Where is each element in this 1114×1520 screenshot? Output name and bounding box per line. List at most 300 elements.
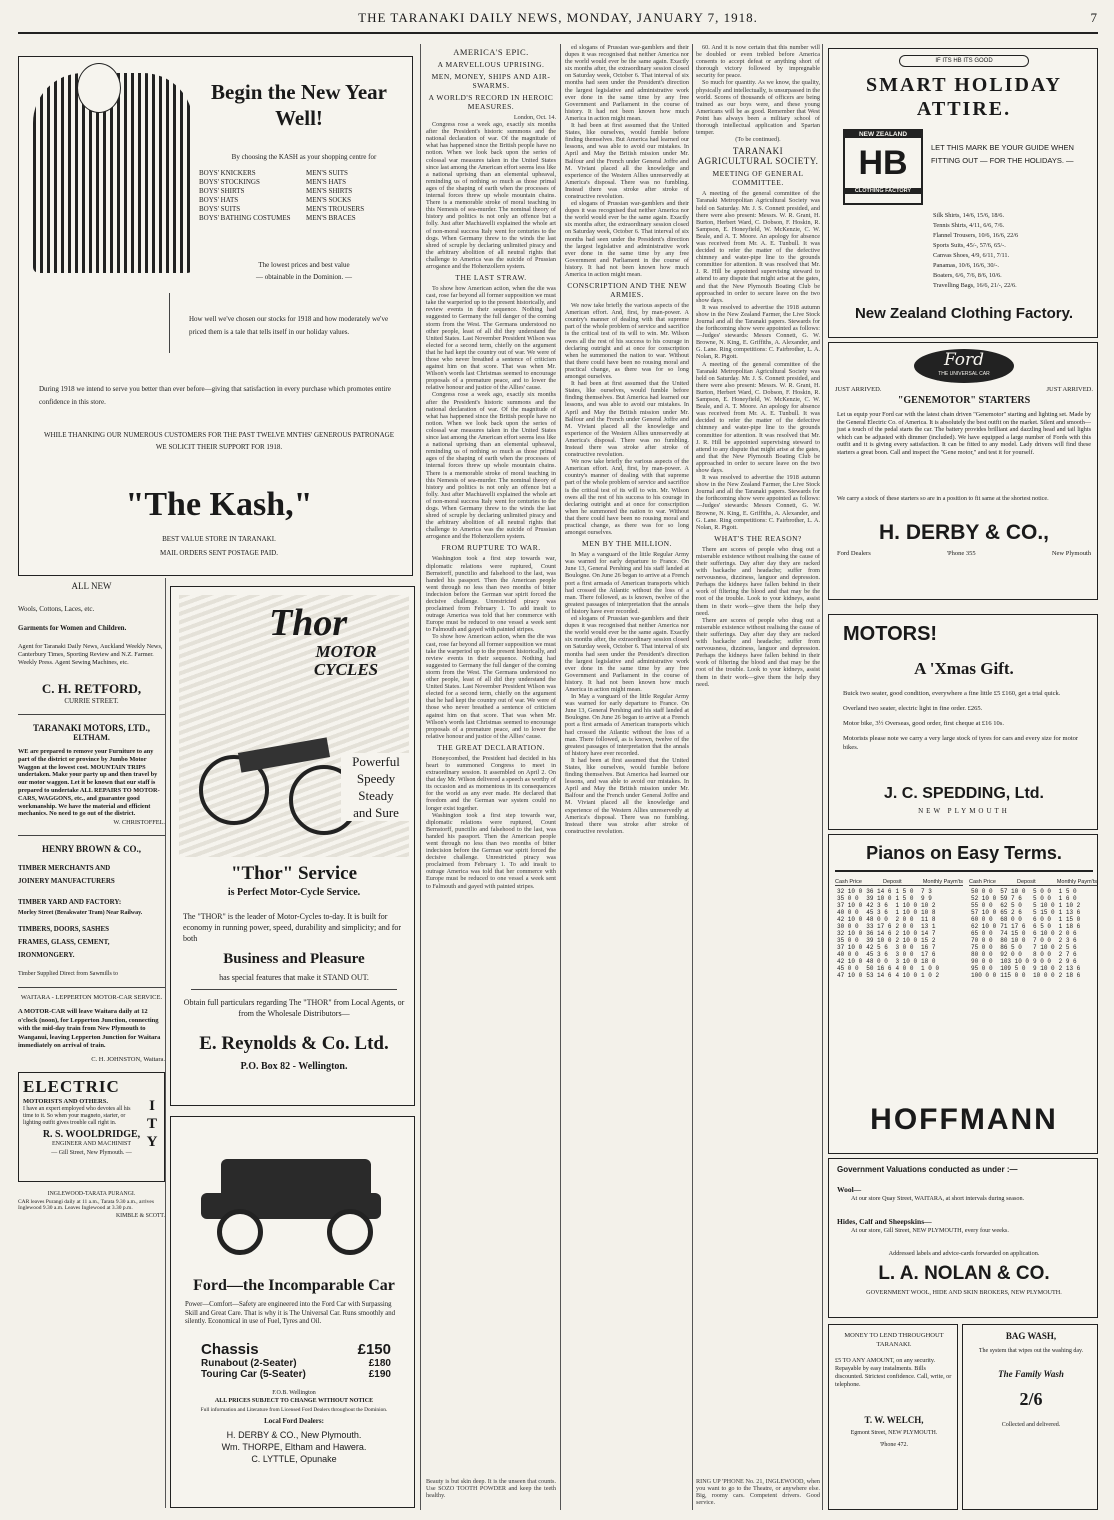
kash-tagline: BEST VALUE STORE IN TARANAKI. (162, 535, 276, 543)
paragraph-text: To show how American action, when the die was cast, rose far beyond all former supposition we must take the warperiod up to the present historically, and review events in their sequence. Nothing had suggested to Germany the full danger of the coming storm from the West. The Germans understood no other people, least of all did they understand the United States. Last November President Wilson was elected for a second term, chiefly on the argument that he had kept the country out of war. We were of those who never breathed a sentence of criticism against him on that score. That was when Mr. Wilson's words last Christmas seemed to encourage proposals of a premature peace, and to lower the relative honour and justice of the Allies' cause. (426, 285, 556, 392)
brown-name: HENRY BROWN & CO., (41, 844, 142, 855)
table-cell: 42 10 0 (837, 958, 863, 965)
table-cell: 62 10 0 (971, 923, 997, 930)
brown-lines (18, 862, 165, 981)
genemotor-center: "GENEMOTOR" STARTERS (897, 395, 1031, 406)
article-paragraph (696, 474, 820, 531)
paragraph-text: A meeting of the general committee of the Taranaki Metropolitan Agricultural Society was held on Saturday. Mr. J. S. Connett presided, and there were also present: Messrs. W. R. Grant, H. Burton, Herbert Ward, C. Dobson, F. Hoskin, R. Sampson, E. Honeyfield, W. McKenzie, C. W. Beale, and A. T. Moore. An apology for absence was received from Mr. A. E. Tunbull. It was decided to refer the matter of the defective chimney and water-pipe line to the grounds committee for attention. It was resolved that Mr. J. R. Hill be appointed supervising steward to attend to any dispute that might arise at the gates, and that the New Plymouth Boating Club be approached in order to secure leave on the two show days. (696, 360, 820, 474)
article-subhead: CONSCRIPTION AND THE NEW ARMIES. (567, 281, 687, 300)
table-row (969, 923, 1082, 930)
table-cell: 3 0 0 (895, 951, 914, 958)
product-item: MEN'S SUITS (306, 169, 348, 177)
table-cell: 74 15 0 (1000, 930, 1026, 937)
hb-headline: SMART HOLIDAY ATTIRE. (866, 74, 1062, 120)
nolan-headline: Government Valuations conducted as under :— (837, 1165, 1018, 1174)
table-cell: 6 10 0 (1033, 930, 1055, 937)
genemotor-body: Let us equip your Ford car with the latest chain driven "Genemotor" starting and lighting set. Made by the General Electric Co. of America. It is absolutely the best outfit on the market. Silent and smooth—just a touch of the pedal starts the car. The battery provides brilliant and dazzling head and tail lights which can be adjusted with dimmer (included). We have equipped a large number of Fords with this outfit and it is giving every satisfaction. It can be fitted to any model. Lady drivers will find these starters a great boon. Call and inspect the "Gene motor," and test it for yourself. (837, 411, 1091, 456)
kash-intro: By choosing the KASH as your shopping centre for (231, 153, 377, 161)
hb-item: Canvas Shoes, 4/9, 6/11, 7/11. (933, 252, 1010, 259)
pianos-col-heads (969, 879, 1097, 886)
table-cell: 7 10 0 (1033, 944, 1055, 951)
table-cell: 39 10 0 (866, 937, 892, 944)
table-cell: 80 0 0 (971, 951, 993, 958)
table-row (835, 916, 941, 923)
electric-trade: ENGINEER AND MACHINIST (52, 1140, 131, 1147)
table-cell: 9 0 0 (1033, 958, 1052, 965)
waitara-body: A MOTOR-CAR will leave Waitara daily at 12 o'clock (noon), for Lepperton Junction, connecting with the mid-day train from New Plymouth to Wanganui, leaving Lepperton Junction for Waitara immediately on arrival of train. (18, 1008, 161, 1050)
nolan-hides: Hides, Calf and Sheepskins— (837, 1217, 932, 1226)
product-item: MEN'S SOCKS (306, 196, 352, 204)
thor-side-word: Speedy (356, 771, 396, 786)
thor-side-word: Powerful (352, 754, 400, 769)
table-cell: 2 10 0 (895, 937, 918, 944)
pianos-headline: Pianos on Easy Terms. (835, 843, 1093, 872)
motors-items (843, 689, 1087, 752)
kash-ad (18, 56, 413, 576)
table-cell: 62 5 0 (1000, 902, 1022, 909)
hb-logo-top: NEW ZEALAND (845, 131, 921, 138)
article-subhead: A MARVELLOUS UPRISING. (437, 60, 545, 69)
genemotor-left: JUST ARRIVED. (835, 386, 882, 393)
hb-logo-bot: CLOTHING FACTORY (845, 188, 921, 194)
article-paragraph (565, 44, 689, 122)
ford-dealers-head: Local Ford Dealers: (264, 1417, 324, 1425)
table-cell: 1 5 0 (1058, 888, 1077, 895)
model-name: Touring Car (5-Seater) (201, 1369, 306, 1380)
product-item: MEN'S HATS (306, 178, 346, 186)
article-subhead: THE LAST STRAW. (455, 273, 527, 283)
table-cell: 90 0 0 (971, 958, 993, 965)
paragraph-text: It was resolved to advertise the 1918 autumn show in the New Zealand Farmer, the Live Stock Journal and all the Taranaki papers. Stewards for the forthcoming show were appointed as follows:—Judges' stewards: Messrs Connett, G. W. Browne, N. King, E. Griffiths, A. Alexander, and G. Lane. Ring competitions: C. Fairbrother, L. A. Nolan, R. Pigott. (696, 303, 820, 361)
retford-item: Wools, Cottons, Laces, etc. (18, 605, 95, 613)
nolan-hides-body: At our store, Gill Street, NEW PLYMOUTH, every four weeks. (851, 1227, 1009, 1234)
paragraph-text: It was resolved to advertise the 1918 autumn show in the New Zealand Farmer, the Live Stock Journal and all the Taranaki papers. Stewards for the forthcoming show were appointed as follows:—Judges' stewards: Messrs Connett, G. W. Browne, N. King, E. Griffiths, A. Alexander, and G. Lane. Ring competitions: C. Fairbrother, L. A. Nolan, R. Pigott. (696, 474, 820, 531)
bagwash-price: 2/6 (1019, 1389, 1043, 1409)
ford-price-row (201, 1341, 391, 1358)
ford-headline: Ford—the Incomparable Car (193, 1277, 395, 1294)
product-item: BOYS' SUITS (199, 205, 241, 213)
kash-prices: The lowest prices and best value (258, 261, 350, 269)
divider (18, 835, 165, 836)
table-row (835, 888, 941, 895)
thor-logo: Thor (269, 602, 348, 644)
table-cell: 92 0 0 (1000, 951, 1022, 958)
table-cell: 3 10 0 (895, 958, 918, 965)
table-cell: 1 15 0 (1058, 916, 1081, 923)
table-cell: 42 3 6 (866, 902, 888, 909)
table-cell: 32 10 0 (837, 930, 863, 937)
continued-note: (To be continued). (735, 136, 781, 144)
brown-line: FRAMES, GLASS, CEMENT, (18, 938, 110, 947)
divider (191, 989, 397, 990)
table-cell: 40 0 0 (837, 951, 859, 958)
hb-item: Flannel Trousers, 10/6, 16/6, 22/6 (933, 232, 1019, 239)
dealer-label: Ford Dealers (837, 550, 871, 557)
paragraph-text: ed slogans of Prussian war-gamblers and their dupes it was recognised that neither America nor the world would ever be the same again. Exactly six months after, the extraordinary session closed on Saturday week, October 6. That interval of six months had seen under the President's direction the largest legislative and administrative work ever done in the same time by any free Government and Parliament in the course of history. It had not been known how much America in action might mean. (565, 615, 689, 693)
table-row (969, 951, 1082, 958)
model-price: £180 (368, 1358, 391, 1369)
col-head: Cash Price (969, 879, 996, 885)
table-cell: 5 15 0 (1033, 909, 1055, 916)
tarata-sign: KIMBLE & SCOTT. (115, 1212, 165, 1219)
article-subhead: FROM RUPTURE TO WAR. (441, 543, 541, 553)
kash-product-list (199, 169, 399, 223)
kash-headline: Begin the New Year Well! (211, 80, 387, 130)
paragraph-text: There are scores of people who drag out a miserable existence without realising the cause of their sufferings. Day after day they are racked with backache and headache; suffer from nervousness, dizziness, languor and depression. Perhaps the kidneys have fallen behind in their work of filtering the blood and that may be the root of the trouble. Look to your kidneys, assist them in their work—give them the help they need. (696, 616, 820, 688)
divider (169, 293, 170, 353)
model-name: Chassis (201, 1341, 259, 1358)
bottom-note: Beauty is but skin deep. It is the unseen that counts. Use SOZO TOOTH POWDER and keep the teeth healthy. (426, 1478, 556, 1500)
motors-town: ELTHAM. (73, 733, 110, 742)
motors-dealer: J. C. SPEDDING, Ltd. (883, 785, 1044, 802)
kash-obtainable: — obtainable in the Dominion. — (255, 273, 353, 281)
thor-ad (170, 586, 415, 1106)
product-item: MEN'S TROUSERS (306, 205, 365, 213)
article-paragraph (426, 391, 556, 540)
bagwash-note: Collected and delivered. (1001, 1422, 1061, 1428)
paragraph-text: Washington took a first step towards war, diplomatic relations were ruptured, Count Bernstorff, punctilio and falsehood to the last, was handed his passport. Then the American people went through no less than two months of bitter indecision before the German war spirit forced the decisive challenge. Unrestricted piracy was proclaimed from February 1. To add insult to outrage America was told that her commerce with Europe must be reduced to one vessel a week sent to Falmouth and gayed with painted stripes. (426, 555, 556, 634)
table-cell: 39 10 0 (866, 895, 892, 902)
table-cell: 75 0 0 (971, 944, 993, 951)
paragraph-text: It had been at first assumed that the United States, like ourselves, would fumble before finding themselves. But America had learned our lessons, and was able to avoid our mistakes. In April and May the British mission under Mr. Balfour and the French under General Joffre and M. Viviani placed all the knowledge and experience of the Western Allies unreservedly at America's disposal. There was no fumbling. Instead there was stroke after stroke of constructive revolution. (565, 380, 689, 459)
masthead-title: THE TARANAKI DAILY NEWS, MONDAY, JANUARY 7, 1918. (358, 10, 758, 25)
ford-logo-sub: THE UNIVERSAL CAR (938, 371, 990, 377)
table-cell: 37 10 0 (837, 902, 863, 909)
retford-street: CURRIE STREET. (64, 697, 119, 705)
nolan-labels: Addressed labels and advice-cards forwarded on application. (888, 1250, 1040, 1257)
table-cell: 3 0 0 (895, 944, 914, 951)
hb-item: Tennis Shirts, 4/11, 6/6, 7/6. (933, 222, 1005, 229)
table-cell: 18 0 (921, 958, 936, 965)
man-head-illustration (77, 63, 121, 113)
table-row (969, 958, 1082, 965)
bagwash-ad (962, 1324, 1098, 1510)
welch-phone: 'Phone 472. (879, 1442, 909, 1448)
kash-brand: "The Kash," (125, 486, 313, 523)
table-cell: 32 10 0 (837, 888, 863, 895)
product-item: BOYS' BATHING COSTUMES (199, 214, 291, 222)
retford-item: Agent for Taranaki Daily News, Auckland Weekly News, Canterbury Times, Sporting Review and N.Z. Farmer. Weekly Press. Agent Sewing Machines, etc. (18, 643, 163, 666)
paragraph-text: We now take briefly the various aspects of the American effort. And, first, by man-power. A country's manner of dealing with that supreme part of the whole problem of service and sacrifice is the critical test of its will to win. Mr. Wilson owes all the rest of his success to his courage in declaring outright and at once for conscription when he summoned the nation to war. Without that there could have been no rousing moral and practical change, as there was for so long amongst ourselves. (565, 458, 689, 537)
col-head: Cash Price (835, 879, 862, 885)
article-column-1 (426, 44, 556, 1474)
table-row (969, 944, 1082, 951)
table-row (835, 902, 941, 909)
article-paragraph (565, 615, 689, 693)
table-cell: 1 10 0 (895, 902, 918, 909)
column-rule (420, 44, 423, 1510)
nolan-trade: GOVERNMENT WOOL, HIDE AND SKIN BROKERS, NEW PLYMOUTH. (866, 1289, 1062, 1296)
model-name: Runabout (2-Seater) (201, 1358, 297, 1369)
table-cell: 115 0 0 (1000, 972, 1026, 979)
table-cell: 53 14 6 (866, 972, 892, 979)
article-paragraph (565, 757, 689, 835)
paragraph-text: It had been at first assumed that the United States, like ourselves, would fumble before finding themselves. But America had learned our lessons, and was able to avoid our mistakes. In April and May the British mission under Mr. Balfour and the French under General Joffre and M. Viviani placed all the knowledge and experience of the Western Allies unreservedly at America's disposal. There was no fumbling. Instead there was stroke after stroke of constructive revolution. (565, 756, 689, 835)
article-paragraph (696, 79, 820, 136)
table-cell: 11 8 (921, 916, 936, 923)
table-row (969, 930, 1082, 937)
table-cell: 80 10 0 (1000, 937, 1026, 944)
thor-body: The "THOR" is the leader of Motor-Cycles to-day. It is built for economy in running power, speed, durability and simplicity; and for both (183, 912, 402, 943)
table-cell: 13 1 (921, 923, 936, 930)
table-row (835, 930, 941, 937)
table-cell: 7 0 0 (1033, 937, 1052, 944)
table-cell: 42 10 0 (837, 916, 863, 923)
thor-service-sub: is Perfect Motor-Cycle Service. (227, 887, 361, 898)
paragraph-text: There are scores of people who drag out a miserable existence without realising the cause of their sufferings. Day after day they are racked with backache and headache; suffer from nervousness, dizziness, languor and depression. Perhaps the kidneys have fallen behind in their work of filtering the blood and that may be the root of the trouble. Look to your kidneys, assist them in their work—give them the help they need. (696, 545, 820, 617)
product-item: BOYS' SHIRTS (199, 187, 245, 195)
thor-side-word: and Sure (353, 805, 399, 820)
dealer-item: C. LYTTLE, Opunake (251, 1454, 337, 1464)
table-row (835, 909, 941, 916)
table-cell: 55 0 0 (971, 902, 993, 909)
table-row (969, 895, 1082, 902)
article-paragraph (696, 304, 820, 361)
table-cell: 14 7 (921, 930, 936, 937)
table-cell: 45 0 0 (837, 965, 859, 972)
kash-mail: MAIL ORDERS SENT POSTAGE PAID. (159, 549, 278, 557)
article-paragraph (696, 361, 820, 475)
table-cell: 10 8 (921, 909, 936, 916)
thor-box: P.O. Box 82 - Wellington. (240, 1061, 348, 1072)
article-paragraph (426, 812, 556, 890)
paragraph-text: Congress rose a week ago, exactly six months after the President's historic summons and the national declaration of war. Of the magnitude of what has happened since the British people have no notion. When we look back upon the series of colossal war measures taken in the United States since last among the American effort seems less like a national uprising than an elemental upheaval, reminding us of nothing so much as those primal ages of the shaping of earth when the processes of internal forces threw up whole mountain chains. There is a memorable stroke of moral teaching in this Nemesis of sea-murder. The nominal theory of history and politics is not only an offence but a folly. Just after Machiavelli explained the whole art of non-moral success Italy went for centuries to the dogs. When Germany threw to the winds the last shred of scruple by declaring unlimited piracy and the arbitrary abolition of all neutral rights that challenge to America was the suicide of Prussian arrogance and the Hohenzollern system. (426, 121, 556, 270)
article-paragraph (426, 285, 556, 391)
article-paragraph (696, 190, 820, 304)
ford-info: Full information and Literature from Licensed Ford Dealers throughout the Dominion. (200, 1407, 388, 1413)
hb-item: Silk Shirts, 14/6, 15/6, 18/6. (933, 212, 1005, 219)
bottom-note: RING UP 'PHONE No. 21, INGLEWOOD, when you want to go to the Theatre, or anywhere else. Big, roomy cars. Competent drivers. Good service. (696, 1478, 820, 1507)
table-row (969, 888, 1082, 895)
table-cell: 103 10 0 (1000, 958, 1030, 965)
genemotor-stock: We carry a stock of these starters so are in a position to fit same at the shortest notice. (837, 495, 1049, 502)
society-title: TARANAKI AGRICULTURAL SOCIETY. (697, 146, 819, 167)
article-dateline: London, Oct. 14. (513, 114, 556, 121)
motors-item: Motorists please note we carry a very large stock of tyres for cars and every size for motor bikes. (843, 735, 1079, 751)
table-cell: 2 7 6 (1058, 951, 1077, 958)
article-column-3 (696, 44, 820, 1510)
hb-logo-mid: HB (858, 144, 908, 182)
col-head: Monthly Paym'ts (922, 879, 963, 885)
article-column-2 (565, 44, 689, 1510)
table-cell: 65 2 6 (1000, 909, 1022, 916)
paragraph-text: We now take briefly the various aspects of the American effort. And, first, by man-power. A country's manner of dealing with that supreme part of the whole problem of service and sacrifice is the critical test of its will to win. Mr. Wilson owes all the rest of his success to his courage in declaring outright and at once for conscription when he summoned the nation to war. Without that there could have been no rousing moral and practical change, as there was for so long amongst ourselves. (565, 302, 689, 381)
table-cell: 37 10 0 (837, 944, 863, 951)
table-cell: 2 0 0 (895, 916, 914, 923)
paragraph-text: Congress rose a week ago, exactly six months after the President's historic summons and the national declaration of war. Of the magnitude of what has happened since the British people have no notion. When we look back upon the series of colossal war measures taken in the United States since last among the American effort seems less like a national uprising than an elemental upheaval, reminding us of nothing so much as those primal ages of the shaping of earth when the processes of internal forces threw up whole mountain chains. There is a memorable stroke of moral teaching in this Nemesis of sea-murder. The nominal theory of history and politics is not only an offence but a folly. Just after Machiavelli explained the whole art of non-moral success Italy went for centuries to the dogs. When Germany threw to the winds the last shred of scruple by declaring unlimited piracy and the arbitrary abolition of all neutral rights that challenge to America was the suicide of Prussian arrogance and the Hohenzollern system. (426, 391, 556, 541)
paragraph-text: ed slogans of Prussian war-gamblers and their dupes it was recognised that neither America nor the world would ever be the same again. Exactly six months after, the extraordinary session closed on Saturday week, October 6. That interval of six months had seen under the President's direction the largest legislative and administrative work ever done in the same time by any free Government and Parliament in the course of history. It had not been known how much America in action might mean. (565, 44, 689, 122)
nolan-wool-body: At our store Quay Street, WAITARA, at short intervals during season. (851, 1195, 1025, 1202)
table-cell: 30 0 0 (837, 923, 859, 930)
pianos-maker: HOFFMANN (870, 1103, 1058, 1136)
welch-ad (828, 1324, 958, 1510)
table-cell: 68 0 0 (1000, 916, 1022, 923)
table-cell: 1 0 0 (921, 965, 940, 972)
table-cell: 48 0 0 (866, 916, 888, 923)
motors-name: TARANAKI MOTORS, LTD., (32, 723, 151, 733)
masthead (18, 10, 1098, 34)
table-row (835, 972, 941, 979)
pianos-table-right (969, 879, 1097, 979)
article-paragraph (696, 44, 820, 79)
table-cell: 50 16 6 (866, 965, 892, 972)
table-cell: 36 14 6 (866, 930, 892, 937)
column-rule (560, 44, 563, 1510)
table-cell: 71 17 6 (1000, 923, 1026, 930)
nolan-ad (828, 1158, 1098, 1318)
hb-item: Travelling Bags, 16/6, 21/-, 22/6. (933, 282, 1017, 289)
table-cell: 7 3 (921, 888, 932, 895)
table-cell: 2 5 6 (1058, 944, 1077, 951)
article-paragraph (426, 755, 556, 812)
table-cell: 1 5 0 (895, 895, 914, 902)
article-paragraph (696, 546, 820, 617)
article-paragraph (426, 121, 556, 270)
motors-item: Buick two seater, good condition, everywhere a fine little £5 £160, get a trial quick. (843, 690, 1061, 697)
table-cell: 5 0 0 (1033, 895, 1052, 902)
ford-price-row (201, 1358, 391, 1369)
table-cell: 5 10 0 (1033, 902, 1055, 909)
product-item: MEN'S SHIRTS (306, 187, 353, 195)
article-paragraph (565, 458, 689, 536)
product-item: BOYS' STOCKINGS (199, 178, 260, 186)
table-cell: 70 0 0 (971, 937, 993, 944)
welch-name: T. W. WELCH, (864, 1415, 924, 1425)
hb-item: Sports Suits, 45/-, 57/6, 65/-. (933, 242, 1006, 249)
hb-ad (828, 48, 1098, 338)
table-cell: 10 0 0 (1033, 972, 1055, 979)
electric-body: I have an expert employed who devotes all his time to it. So when your magneto, starter, or lighting outfit gives trouble call right in. (23, 1105, 131, 1126)
pianos-table (835, 888, 941, 979)
divider (18, 987, 165, 988)
col-head: Monthly Paym'ts (1056, 879, 1097, 885)
dealer-town: New Plymouth (1051, 550, 1091, 557)
reason-subhead: WHAT'S THE REASON? (714, 533, 802, 543)
hb-footer: New Zealand Clothing Factory. (854, 305, 1074, 322)
table-cell: 4 10 0 (895, 972, 918, 979)
motors-body: WE are prepared to remove your Furniture to any part of the district or province by Jumbo Motor Waggon at the lowest cost. MOUNTAIN TRIPS undertaken. Make your party up and then travel by our motor waggon. Let it be known that our staff is prepared to undertake ALL REPAIRS TO MOTOR-CARS, WAGGONS, etc., and guarantee good workmanship. We have the material and efficient mechanics. No need to go out of the district. (18, 748, 160, 818)
table-row (835, 895, 941, 902)
table-cell: 10 2 (921, 902, 936, 909)
waitara-sign: C. H. JOHNSTON, Waitara. (91, 1055, 165, 1063)
col-head: Deposit (883, 879, 902, 885)
model-price: £150 (357, 1341, 391, 1358)
table-cell: 1 0 2 (921, 972, 940, 979)
thor-distributor: E. Reynolds & Co. Ltd. (199, 1033, 389, 1054)
table-row (969, 972, 1082, 979)
motors-item: Motor bike, 3½ Overseas, good order, first cheque at £16 10s. (843, 720, 1004, 727)
table-cell: 1 18 6 (1058, 923, 1081, 930)
genemotor-dealer-line (837, 549, 1091, 558)
table-cell: 17 6 (921, 951, 936, 958)
table-cell: 15 2 (921, 937, 936, 944)
retford-head: ALL NEW (71, 581, 112, 591)
table-cell: 2 9 6 (1058, 958, 1077, 965)
electric-ad (18, 1072, 165, 1182)
left-column (18, 578, 166, 1508)
pianos-col-heads (835, 879, 963, 886)
column-rule (822, 44, 825, 1510)
electric-addr: — Gill Street, New Plymouth. — (51, 1149, 132, 1156)
table-cell: 2 13 6 (1058, 965, 1081, 972)
column-rule (692, 44, 695, 1510)
ford-tag: Power—Comfort—Safety are engineered into the Ford Car with Surpassing Skill and Great Care. That is why it is The Universal Car. Runs smoothly and silently. Economical in use of Fuel, Tyres and Oil. (185, 1301, 396, 1325)
paragraph-text: ed slogans of Prussian war-gamblers and their dupes it was recognised that neither America nor the world would ever be the same again. Exactly six months after, the extraordinary session closed on Saturday week, October 6. That interval of six months had seen under the President's direction the largest legislative and administrative work ever done in the same time by any free Government and Parliament in the course of history. It had not been known how much America in action might mean. (565, 200, 689, 278)
table-cell: 60 0 0 (971, 916, 993, 923)
table-cell: 1 5 0 (895, 888, 914, 895)
table-row (835, 923, 941, 930)
motors-sign: W. CHRISTOFFEL. (113, 819, 165, 827)
thor-obtain: Obtain full particulars regarding The "THOR" from Local Agents, or from the Wholesale Distributors— (183, 998, 405, 1018)
article-paragraph (426, 555, 556, 633)
article-subhead: MEN, MONEY, SHIPS AND AIR-SWARMS. (431, 72, 551, 90)
welch-addr: Egmont Street, NEW PLYMOUTH. (850, 1430, 938, 1436)
tarata-body: CAR leaves Purangi daily at 11 a.m., Tarata 9.30 a.m., arrives Inglewood 9.30 a.m. Leaves Inglewood at 3.30 p.m. (18, 1198, 155, 1212)
article-title: AMERICA'S EPIC. (453, 47, 529, 57)
table-cell: 35 0 0 (837, 895, 859, 902)
table-cell: 1 10 2 (1058, 902, 1081, 909)
paragraph-text: So much for quantity. As we know, the quality, physically and intellectually, is unsurpassed in the world. Scores of thousands of officers are being trained as our boys were, and these young Americans will be as good. Remember that West Point has always been a military school of thorough intellectual application and Spartan temper. (696, 79, 820, 137)
product-item: MEN'S BRACES (306, 214, 356, 222)
thor-special: has special features that make it STAND OUT. (219, 973, 369, 982)
table-row (969, 909, 1082, 916)
table-row (835, 937, 941, 944)
genemotor-dealer: H. DERBY & CO., (879, 521, 1049, 544)
motors-ad (828, 614, 1098, 830)
table-row (969, 902, 1082, 909)
table-cell: 48 0 0 (866, 958, 888, 965)
bagwash-sub: The system that wipes out the washing day. (978, 1348, 1084, 1354)
table-row (969, 916, 1082, 923)
brown-line: Timber Supplied Direct from Sawmills to (18, 971, 118, 978)
nolan-wool: Wool— (837, 1185, 862, 1194)
table-cell: 57 10 0 (1000, 888, 1026, 895)
dealer-item: Wm. THORPE, Eltham and Hawera. (221, 1442, 367, 1452)
table-cell: 6 5 0 (1033, 923, 1052, 930)
motors-item: Overland two seater, electric light in fine order. £265. (843, 705, 983, 712)
table-cell: 36 14 6 (866, 888, 892, 895)
brown-line: TIMBER YARD AND FACTORY: (18, 898, 122, 907)
table-row (835, 958, 941, 965)
table-cell: 57 10 0 (971, 909, 997, 916)
table-cell: 45 3 6 (866, 909, 888, 916)
table-cell: 35 0 0 (837, 937, 859, 944)
retford-item: Garments for Women and Children. (18, 624, 127, 632)
product-item: BOYS' KNICKERS (199, 169, 256, 177)
bagwash-headline: BAG WASH, (1005, 1331, 1057, 1341)
ford-notice: ALL PRICES SUBJECT TO CHANGE WITHOUT NOTICE (214, 1398, 374, 1404)
article-paragraph (565, 302, 689, 380)
nolan-name: L. A. NOLAN & CO. (878, 1263, 1050, 1284)
article-subhead: THE GREAT DECLARATION. (437, 742, 545, 752)
table-row (835, 951, 941, 958)
table-cell: 2 10 0 (895, 930, 918, 937)
article-paragraph (565, 380, 689, 458)
product-item: BOYS' HATS (199, 196, 239, 204)
brown-line: TIMBER MERCHANTS AND (18, 864, 111, 873)
article-paragraph (426, 633, 556, 739)
table-cell: 16 7 (921, 944, 936, 951)
table-cell: 5 0 0 (1033, 888, 1052, 895)
page-number: 7 (1090, 10, 1098, 25)
pianos-ad (828, 834, 1098, 1154)
ford-price-list (201, 1341, 391, 1380)
kash-para2: During 1918 we intend to serve you better than ever before—giving that satisfaction in every purchase which promotes entire confidence in this store. (39, 385, 391, 406)
table-cell: 33 17 6 (866, 923, 892, 930)
table-row (969, 937, 1082, 944)
paragraph-text: A meeting of the general committee of the Taranaki Metropolitan Agricultural Society was held on Saturday. Mr. J. S. Connett presided, and there were also present: Messrs. W. R. Grant, H. Burton, Herbert Ward, C. Dobson, F. Hoskin, R. Sampson, E. Honeyfield, W. McKenzie, C. W. Beale, and A. T. Moore. An apology for absence was received from Mr. A. E. Tunbull. It was decided to refer the matter of the defective chimney and water-pipe line to the grounds committee for attention. It was resolved that Mr. J. R. Hill be appointed supervising steward to attend to any dispute that might arise at the gates, and that the New Plymouth Boating Club be approached in order to secure leave on the two show days. (696, 190, 820, 304)
table-cell: 9 9 (921, 895, 932, 902)
